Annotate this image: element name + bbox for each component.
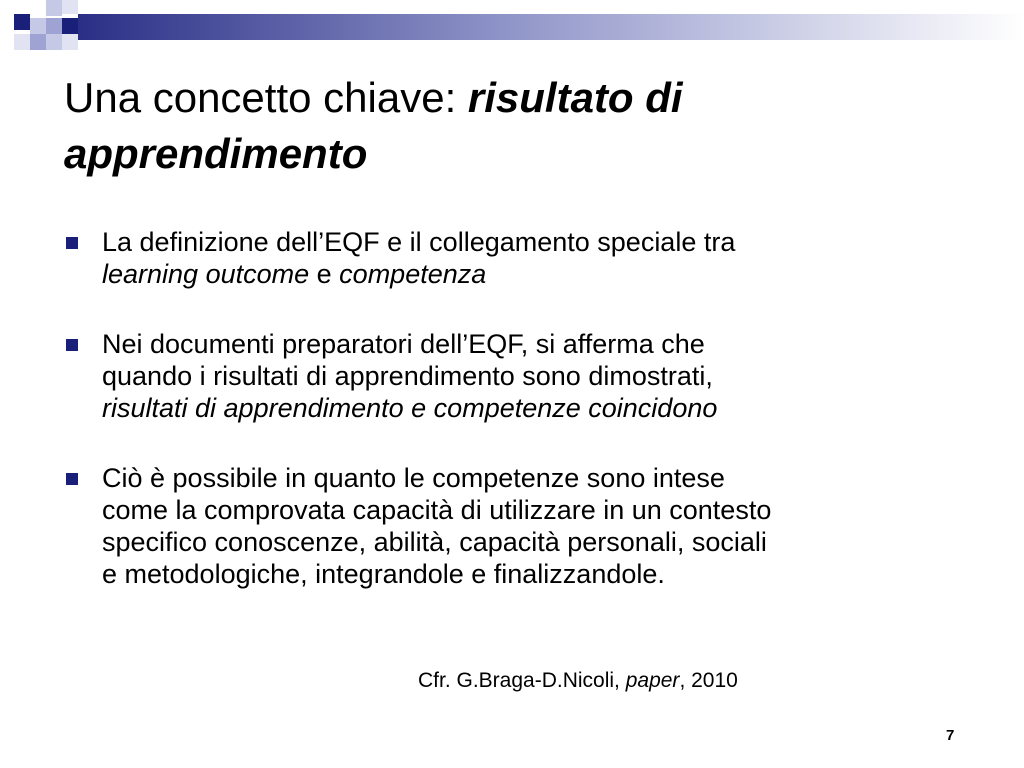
- deco-square: [46, 18, 62, 34]
- bullet-text: specifico conoscenze, abilità, capacità personali, sociali: [102, 527, 767, 557]
- slide-title: [64, 70, 964, 182]
- page-number: 7: [946, 727, 955, 744]
- deco-square: [46, 0, 62, 16]
- bullet-text-italic: risultati di apprendimento e competenze coincidono: [102, 393, 718, 423]
- deco-square: [62, 0, 78, 14]
- citation-text-end: , 2010: [679, 669, 738, 692]
- bullet-text: Nei documenti preparatori dell’EQF, si afferma che: [102, 329, 705, 359]
- deco-square: [46, 34, 62, 50]
- header-decoration: [0, 0, 1024, 60]
- citation-text: Cfr. G.Braga-D.Nicoli,: [418, 669, 626, 692]
- bullet-item: [64, 328, 964, 424]
- bullet-text: quando i risultati di apprendimento sono dimostrati,: [102, 361, 713, 391]
- bullet-square-icon: [66, 339, 78, 351]
- bullet-text: La definizione dell’EQF e il collegamento speciale tra: [102, 227, 736, 257]
- deco-square: [62, 34, 78, 50]
- bullet-text: Ciò è possibile in quanto le competenze sono intese: [102, 463, 725, 493]
- bullet-text: e metodologiche, integrandole e finalizzandole.: [102, 559, 665, 589]
- deco-square: [30, 34, 46, 50]
- citation: [418, 668, 738, 694]
- deco-square: [62, 18, 78, 34]
- title-emphasis-1: risultato di: [467, 74, 683, 121]
- bullet-item: [64, 462, 964, 590]
- bullet-text-italic: competenza: [339, 259, 487, 289]
- bullet-square-icon: [66, 237, 78, 249]
- bullet-item: [64, 226, 964, 290]
- bullet-text-italic: learning outcome: [102, 259, 310, 289]
- bullet-text: e: [309, 259, 340, 289]
- deco-square: [30, 18, 46, 34]
- deco-square: [14, 14, 30, 30]
- title-emphasis-2: apprendimento: [64, 130, 368, 177]
- header-gradient-bar: [78, 14, 1024, 40]
- title-plain: Una concetto chiave:: [64, 74, 468, 121]
- citation-italic: paper: [625, 669, 680, 692]
- bullet-text: come la comprovata capacità di utilizzare in un contesto: [102, 495, 772, 525]
- bullet-list: [64, 226, 964, 628]
- bullet-square-icon: [66, 473, 78, 485]
- deco-square: [14, 34, 30, 50]
